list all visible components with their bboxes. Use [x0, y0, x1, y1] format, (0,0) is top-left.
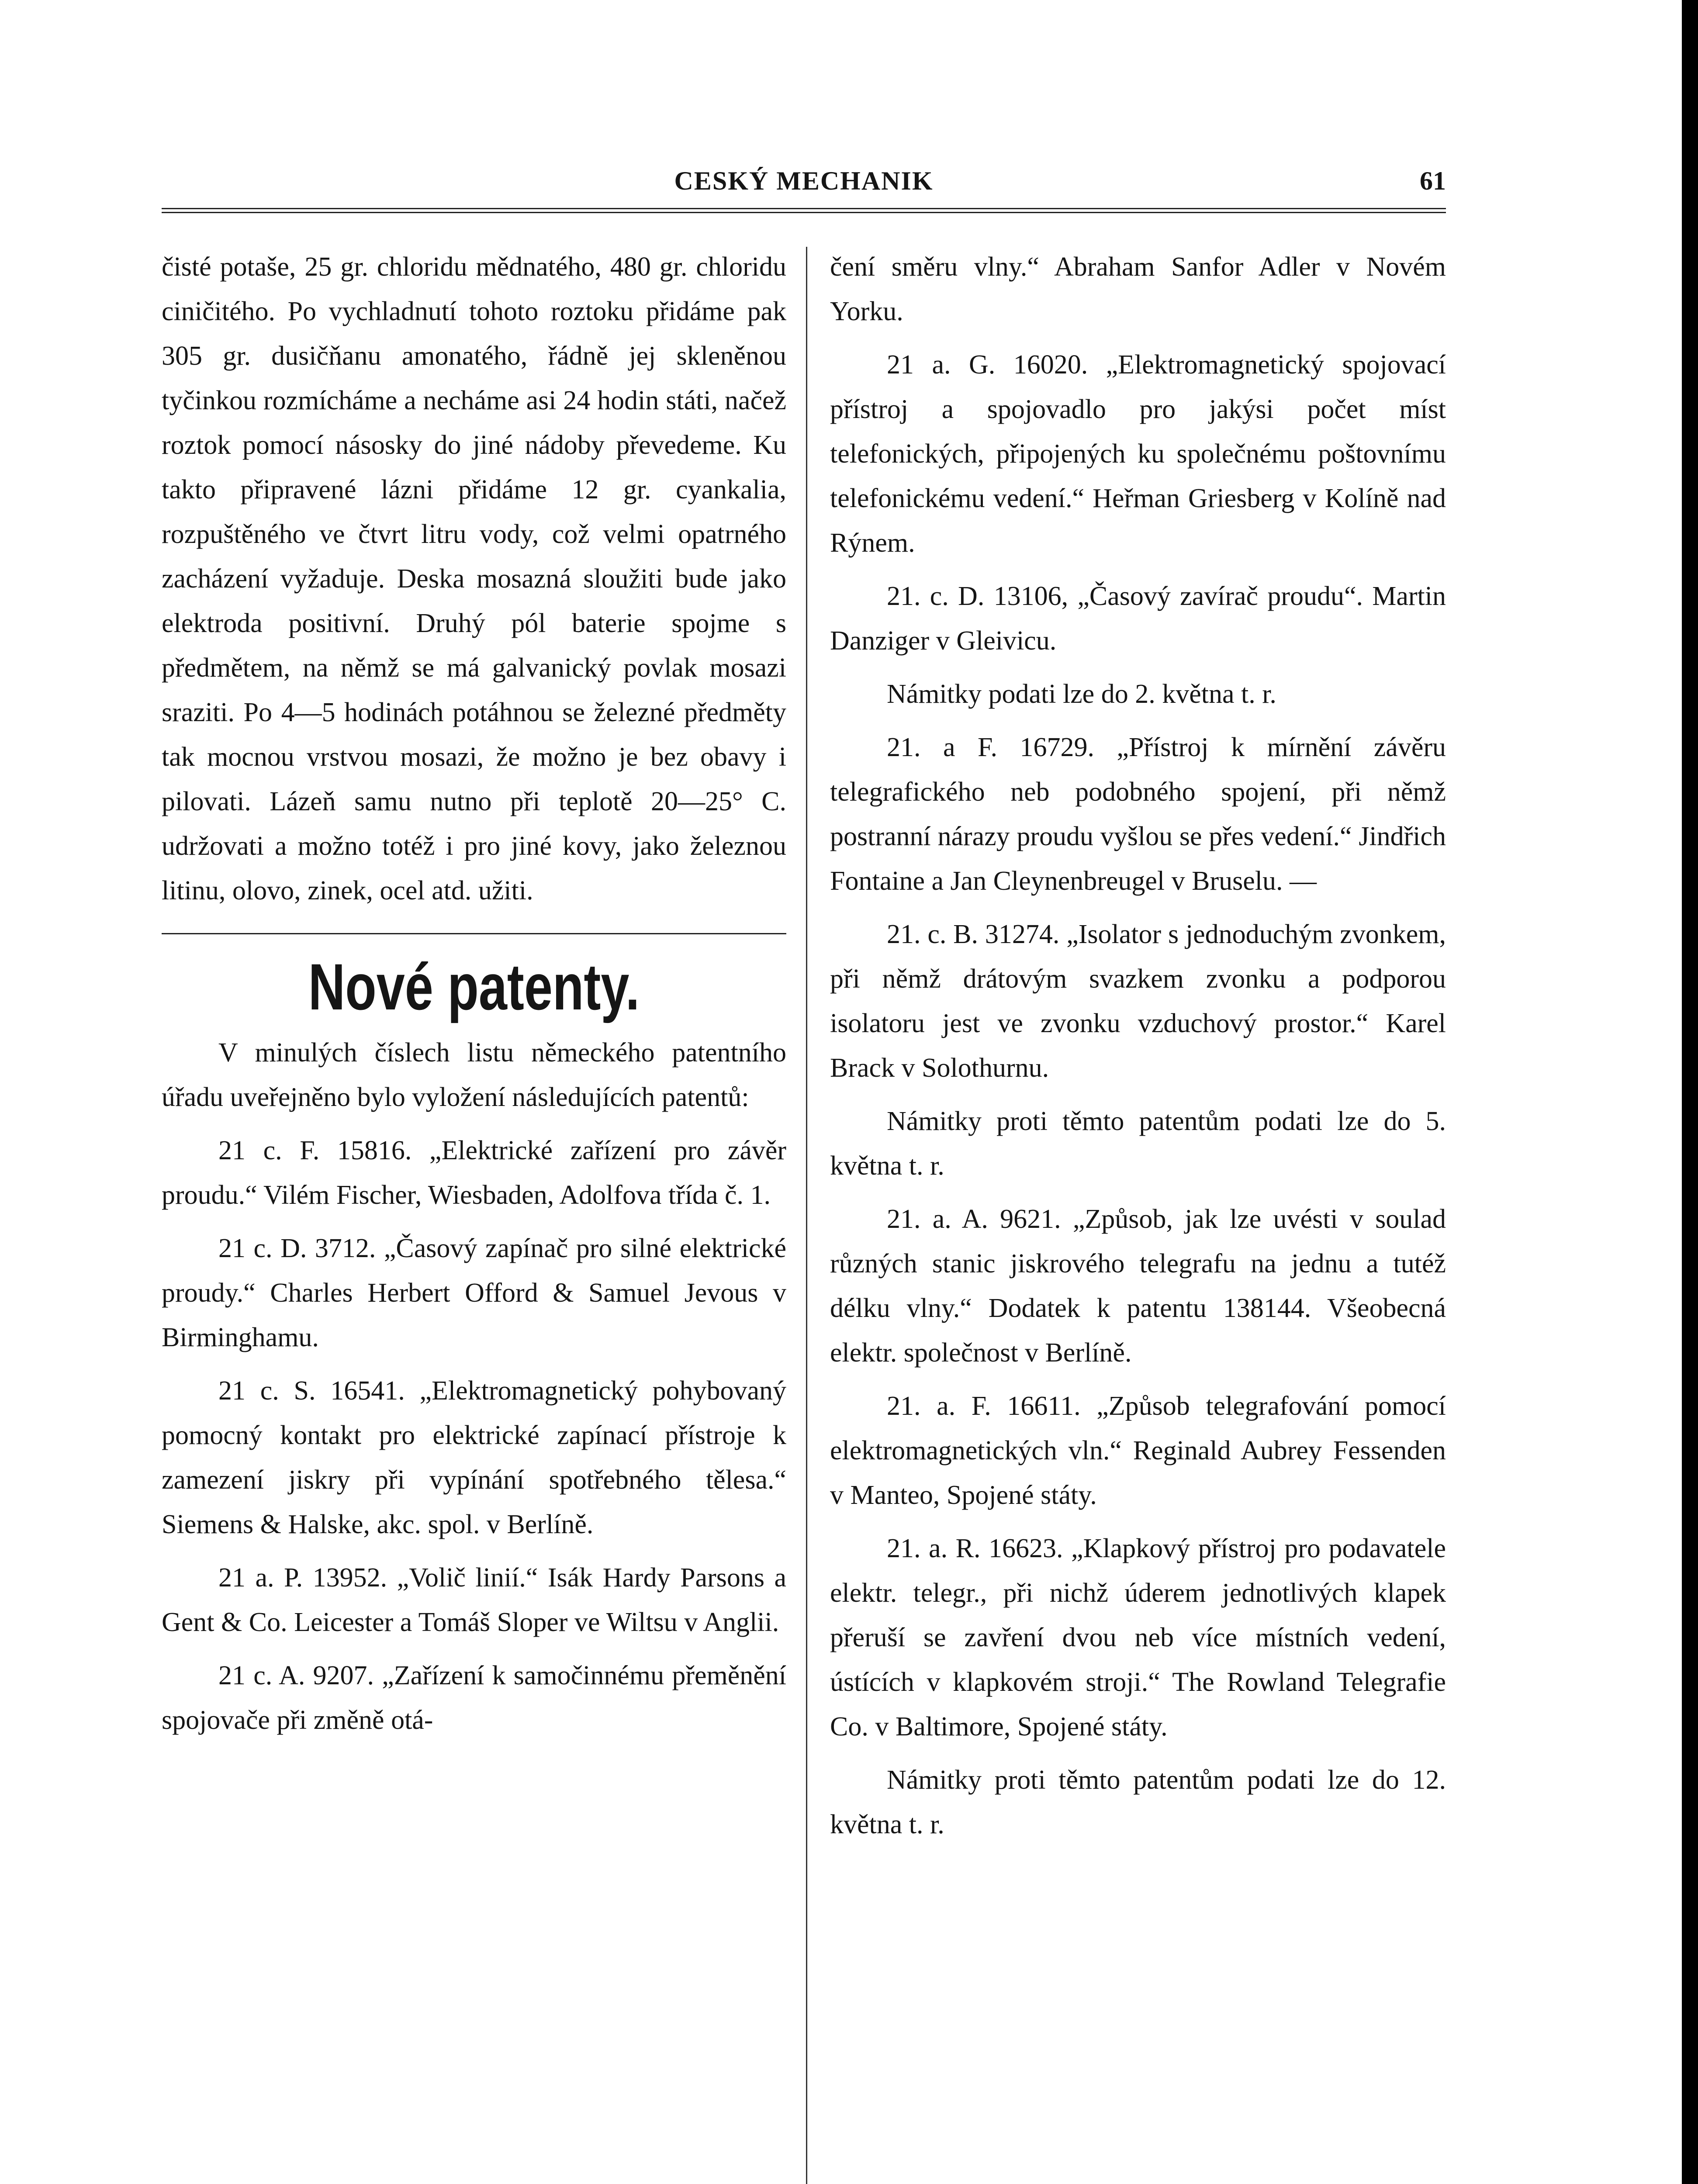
patent-entry: 21. c. D. 13106, „Časový zavírač proudu“. Martin Danziger v Gleivicu.: [830, 581, 1446, 656]
header-rule: [162, 208, 1446, 213]
section-intro: V minulých číslech listu německého patentního úřadu uveřejněno bylo vyložení následujících patentů:: [162, 1038, 786, 1112]
patent-entry: 21 a. P. 13952. „Volič linií.“ Isák Hardy Parsons a Gent & Co. Leicester a Tomáš Sloper ve Wiltsu v Anglii.: [162, 1563, 786, 1637]
running-header: [162, 164, 1446, 212]
page-number: 61: [1420, 166, 1446, 195]
objection-deadline: Námitky podati lze do 2. května t. r.: [887, 679, 1276, 709]
patent-entry: 21. c. B. 31274. „Isolator s jednoduchým zvonkem, při němž drátovým svazkem zvonku a podporou isolatoru jest ve zvonku vzduchový prostor.“ Karel Brack v Solothurnu.: [830, 919, 1446, 1083]
objection-deadline: Námitky proti těmto patentům podati lze do 12. května t. r.: [830, 1765, 1446, 1839]
left-column: [162, 245, 786, 1742]
section-heading: Nové patenty.: [308, 950, 640, 1023]
column-divider: [806, 247, 807, 2184]
patent-entry: 21. a F. 16729. „Přístroj k mírnění závěru telegrafického neb podobného spojení, při němž postranní nárazy proudu vyšlou se přes vedení.“ Jindřich Fontaine a Jan Cleynenbreugel v Bruselu. —: [830, 733, 1446, 896]
patent-entry: 21 c. D. 3712. „Časový zapínač pro silné elektrické proudy.“ Charles Herbert Offord & Samuel Jevous v Birminghamu.: [162, 1234, 786, 1352]
patent-entry: 21. a. A. 9621. „Způsob, jak lze uvésti v soulad různých stanic jiskrového telegrafu na jednu a tutéž délku vlny.“ Dodatek k patentu 138144. Všeobecná elektr. společnost v Berlíně.: [830, 1204, 1446, 1368]
patent-entry: 21 c. A. 9207. „Zařízení k samočinnému přeměnění spojovače při změně otá-: [162, 1661, 786, 1735]
section-divider: [162, 933, 786, 934]
patent-entry: 21 c. S. 16541. „Elektromagnetický pohybovaný pomocný kontakt pro elektrické zapínací přístroje k zamezení jiskry při vypínání spotřebného tělesa.“ Siemens & Halske, akc. spol. v Berlíně.: [162, 1376, 786, 1539]
patent-entry-continuation: čení směru vlny.“ Abraham Sanfor Adler v Novém Yorku.: [830, 252, 1446, 326]
patent-entry: 21 c. F. 15816. „Elektrické zařízení pro závěr proudu.“ Vilém Fischer, Wiesbaden, Adolfova třída č. 1.: [162, 1136, 786, 1210]
objection-deadline: Námitky proti těmto patentům podati lze do 5. května t. r.: [830, 1106, 1446, 1181]
patent-entry: 21. a. F. 16611. „Způsob telegrafování pomocí elektromagnetických vln.“ Reginald Aubrey Fessenden v Manteo, Spojené státy.: [830, 1391, 1446, 1510]
article-continuation-paragraph: čisté potaše, 25 gr. chloridu mědnatého, 480 gr. chloridu ciničitého. Po vychladnutí tohoto roztoku přidáme pak 305 gr. dusičňanu amonatého, řádně jej skleněnou tyčinkou rozmícháme a necháme asi 24 hodin státi, načež roztok pomocí násosky do jiné nádoby převedeme. Ku takto připravené lázni přidáme 12 gr. cyankalia, rozpuštěného ve čtvrt litru vody, což velmi opatrného zacházení vyžaduje. Deska mosazná sloužiti bude jako elektroda positivní. Druhý pól baterie spojme s předmětem, na němž se má galvanický povlak mosazi sraziti. Po 4—5 hodinách potáhnou se železné předměty tak mocnou vrstvou mosazi, že možno je bez obavy i pilovati. Lázeň samu nutno při teplotě 20—25° C. udržovati a možno totéž i pro jiné kovy, jako železnou litinu, olovo, zinek, ocel atd. užiti.: [162, 252, 786, 905]
right-column: [830, 245, 1446, 1847]
journal-title: CESKÝ MECHANIK: [674, 166, 934, 195]
patent-entry: 21 a. G. 16020. „Elektromagnetický spojovací přístroj a spojovadlo pro jakýsi počet míst telefonických, připojených ku společnému poštovnímu telefonickému vedení.“ Heřman Griesberg v Kolíně nad Rýnem.: [830, 350, 1446, 558]
patent-entry: 21. a. R. 16623. „Klapkový přístroj pro podavatele elektr. telegr., při nichž úderem jednotlivých klapek přeruší se zavření dvou neb více místních vedení, ústících v klapkovém stroji.“ The Rowland Telegrafie Co. v Baltimore, Spojené státy.: [830, 1534, 1446, 1742]
